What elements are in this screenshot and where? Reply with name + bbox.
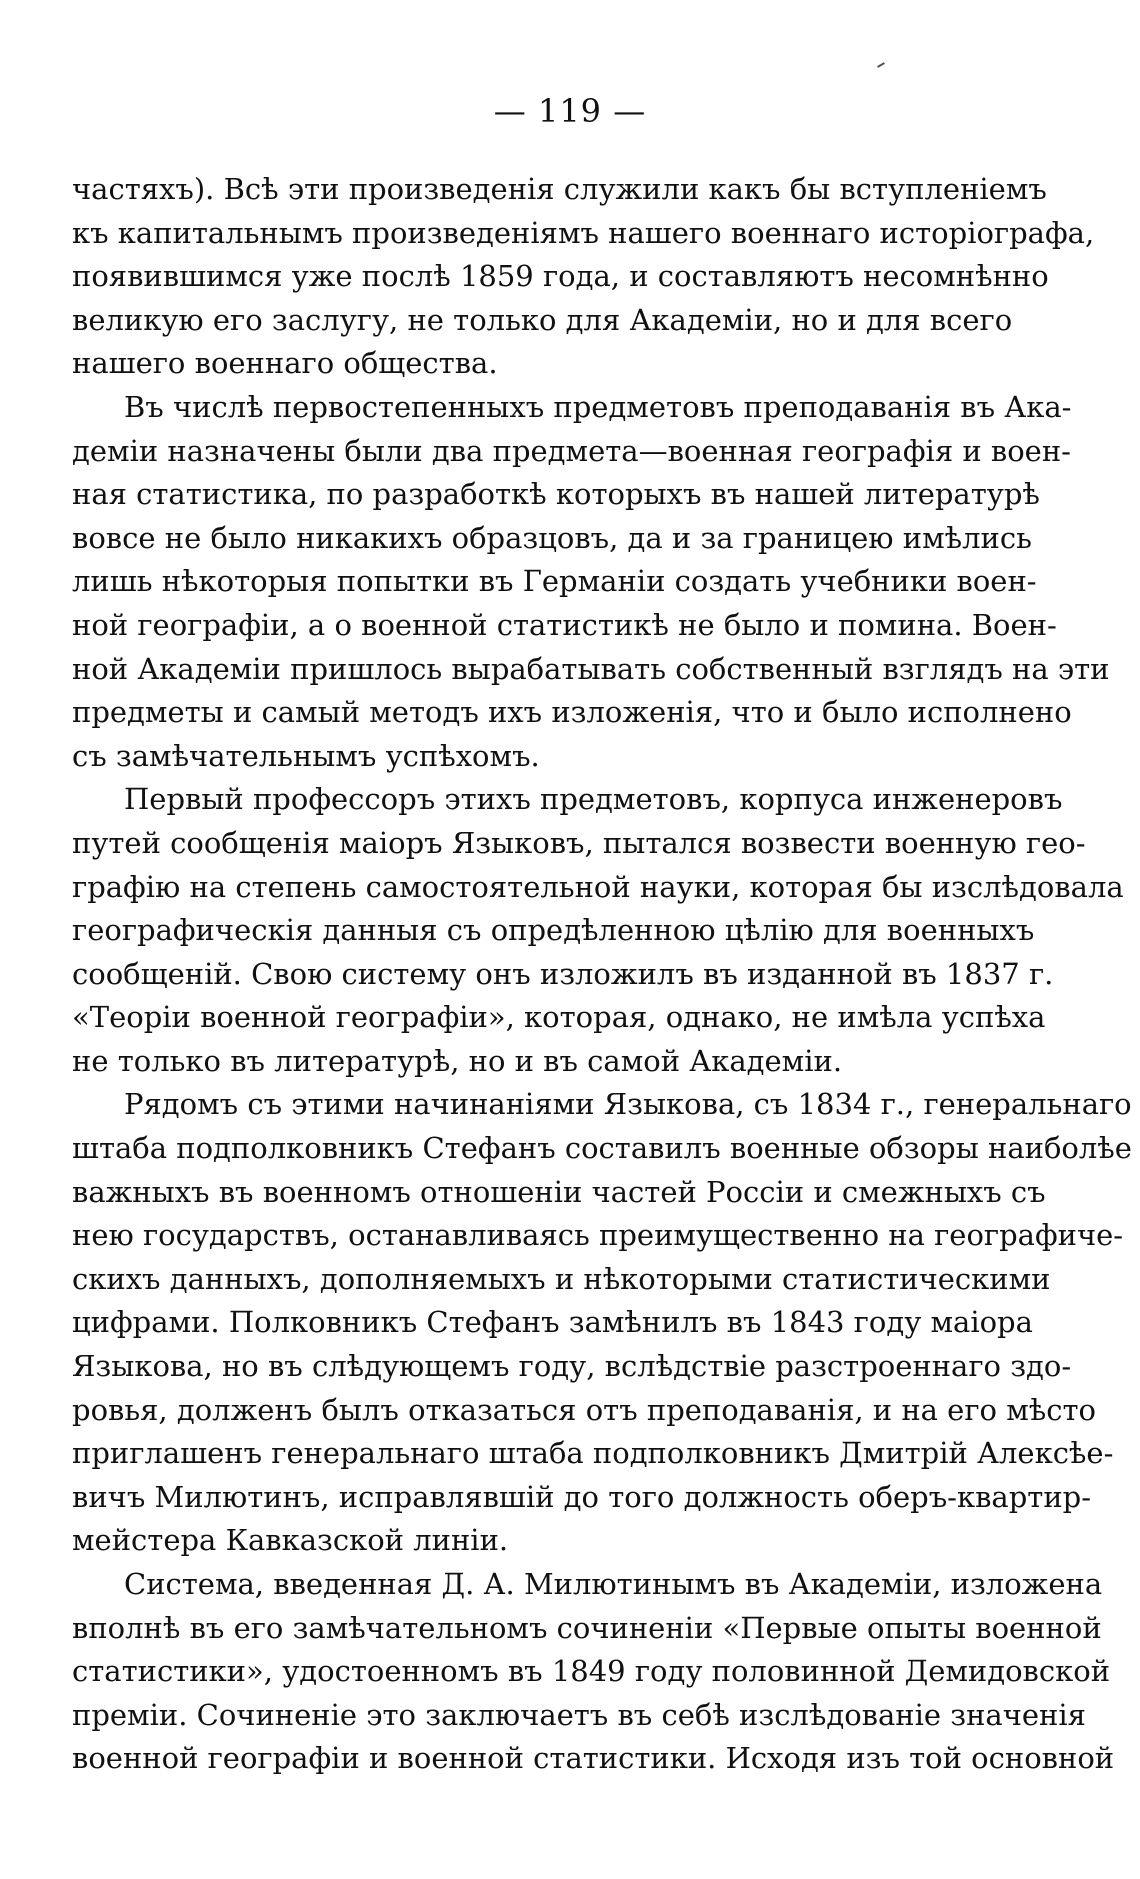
paragraph-1 [72, 168, 1095, 386]
text-line: важныхъ въ военномъ отношеніи частей Россіи и смежныхъ съ [72, 1174, 1046, 1209]
text-line: мейстера Кавказской линіи. [72, 1523, 509, 1558]
text-line: ной Академіи пришлось вырабатывать собственный взглядъ на эти [72, 651, 1110, 686]
text-line: «Теоріи военной географіи», которая, однако, не имѣла успѣха [72, 1000, 1046, 1035]
text-line: ной географіи, а о военной статистикѣ не было и помина. Воен- [72, 607, 1057, 642]
paragraph-3 [72, 778, 1124, 1083]
text-line: нашего военнаго общества. [72, 346, 498, 381]
text-line: нею государствъ, останавливаясь преимущественно на географиче- [72, 1218, 1124, 1253]
text-line: географическія данныя съ опредѣленною цѣлію для военныхъ [72, 913, 1035, 948]
text-line: съ замѣчательнымъ успѣхомъ. [72, 738, 540, 773]
text-line: вовсе не было никакихъ образцовъ, да и за границею имѣлись [72, 520, 1032, 555]
text-line: Въ числѣ первостепенныхъ предметовъ преподаванія въ Ака- [124, 389, 1072, 424]
text-line: появившимся уже послѣ 1859 года, и составляютъ несомнѣнно [72, 259, 1049, 294]
paragraph-5 [72, 1563, 1115, 1781]
text-line: Языкова, но въ слѣдующемъ году, вслѣдствіе разстроеннаго здо- [72, 1349, 1072, 1384]
text-line: ная статистика, по разработкѣ которыхъ въ нашей литературѣ [72, 477, 1040, 512]
page-number: — 119 — [493, 92, 647, 130]
text-line: частяхъ). Всѣ эти произведенія служили какъ бы вступленіемъ [72, 172, 1047, 206]
text-line: путей сообщенія маіоръ Языковъ, пытался возвести военную гео- [72, 825, 1086, 860]
text-line: цифрами. Полковникъ Стефанъ замѣнилъ въ 1843 году маіора [72, 1305, 1033, 1340]
text-line: скихъ данныхъ, дополняемыхъ и нѣкоторыми статистическими [72, 1261, 1051, 1296]
text-line: не только въ литературѣ, но и въ самой Академіи. [72, 1043, 843, 1078]
text-line: Система, введенная Д. А. Милютинымъ въ Академіи, изложена [124, 1567, 1103, 1601]
paragraph-4 [72, 1083, 1132, 1563]
text-line: къ капитальнымъ произведеніямъ нашего военнаго исторіографа, [72, 215, 1095, 250]
text-line: предметы и самый методъ ихъ изложенія, что и было исполнено [72, 695, 1072, 730]
text-line: Первый профессоръ этихъ предметовъ, корпуса инженеровъ [124, 782, 1063, 817]
text-line: военной географіи и военной статистики. Исходя изъ той основной [72, 1741, 1115, 1776]
text-line: штаба подполковникъ Стефанъ составилъ военные обзоры наиболѣе [72, 1131, 1132, 1166]
text-line: приглашенъ генеральнаго штаба подполковникъ Дмитрій Алексѣе- [72, 1436, 1114, 1471]
paragraph-2 [72, 386, 1110, 778]
stray-ink-mark [877, 62, 885, 68]
text-line: вичъ Милютинъ, исправлявшій до того должность оберъ-квартир- [72, 1479, 1092, 1514]
text-line: вполнѣ въ его замѣчательномъ сочиненіи «Первые опыты военной [72, 1610, 1102, 1645]
text-line: преміи. Сочиненіе это заключаетъ въ себѣ изслѣдованіе значенія [72, 1697, 1086, 1732]
text-line: великую его заслугу, не только для Академіи, но и для всего [72, 302, 1013, 337]
text-line: графію на степень самостоятельной науки, которая бы изслѣдовала [72, 869, 1124, 904]
text-line: лишь нѣкоторыя попытки въ Германіи создать учебники воен- [72, 564, 1037, 599]
text-line: сообщеній. Свою систему онъ изложилъ въ изданной въ 1837 г. [72, 956, 1054, 991]
text-line: статистики», удостоенномъ въ 1849 году половинной Демидовской [72, 1654, 1111, 1689]
body-text [72, 168, 1132, 1781]
text-line: деміи назначены были два предмета—военная географія и воен- [72, 433, 1071, 468]
text-line: ровья, долженъ былъ отказаться отъ преподаванія, и на его мѣсто [72, 1392, 1097, 1427]
text-line: Рядомъ съ этими начинаніями Языкова, съ 1834 г., генеральнаго [124, 1087, 1132, 1122]
